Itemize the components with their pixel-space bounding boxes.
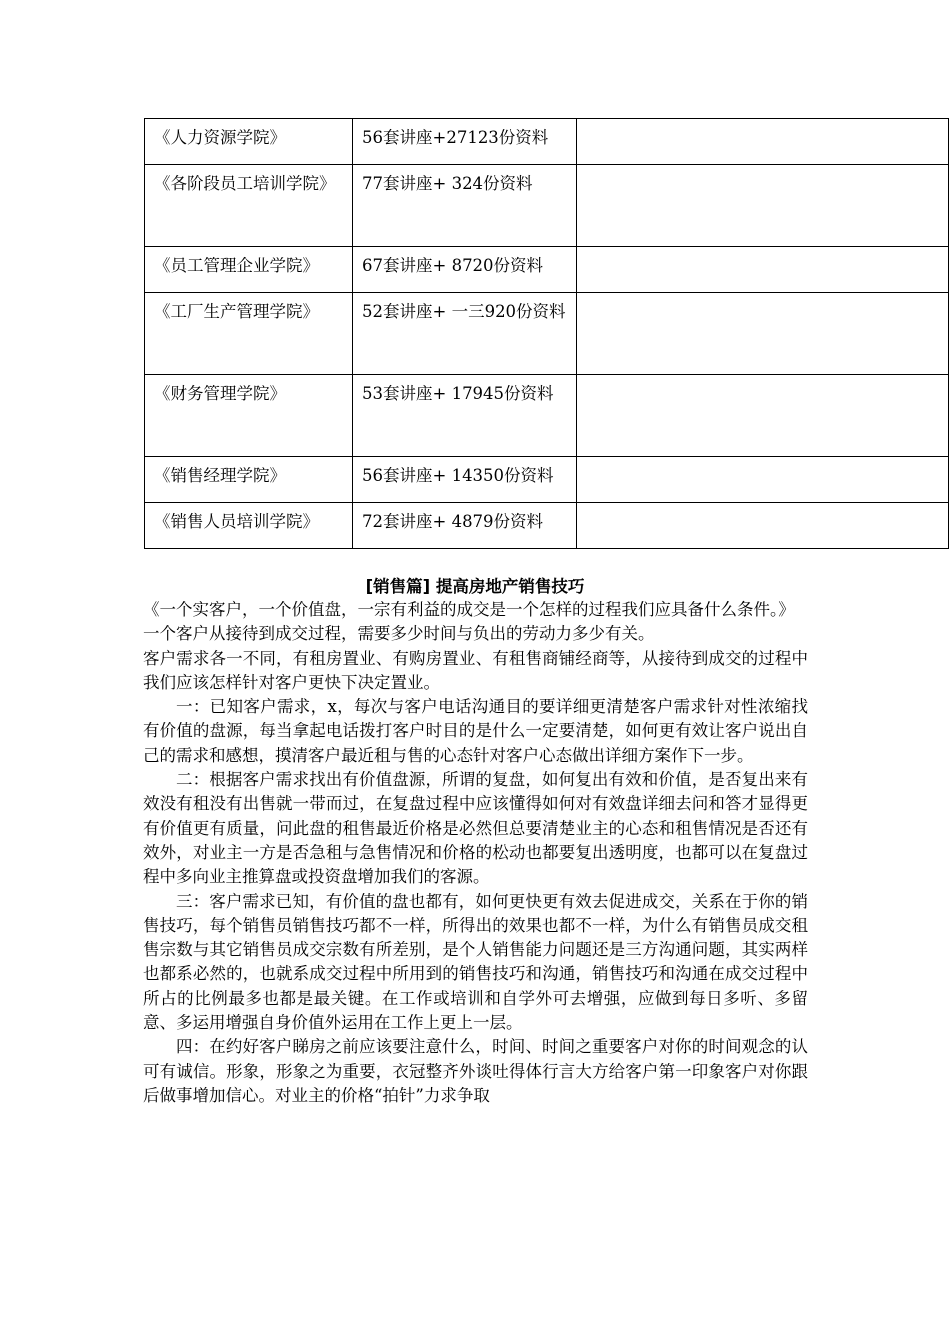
article-paragraph: 《一个实客户，一个价值盘，一宗有利益的成交是一个怎样的过程我们应具备什么条件。》 xyxy=(143,600,795,619)
course-content xyxy=(353,375,577,457)
resource-table xyxy=(144,118,949,549)
table-row xyxy=(145,247,949,293)
course-name-text: 《各阶段员工培训学院》 xyxy=(154,174,336,193)
course-note xyxy=(577,293,949,375)
course-name xyxy=(145,375,353,457)
course-content-text: 72套讲座+ 4879份资料 xyxy=(362,512,544,531)
table-row xyxy=(145,293,949,375)
article-paragraph: 一个客户从接待到成交过程，需要多少时间与负出的劳动力多少有关。 xyxy=(143,624,655,644)
course-content xyxy=(353,165,577,247)
course-content xyxy=(353,457,577,503)
course-name xyxy=(145,247,353,293)
course-name-text: 《销售人员培训学院》 xyxy=(154,512,319,531)
course-content-text: 77套讲座+ 324份资料 xyxy=(362,174,533,193)
course-content-text: 56套讲座+ 14350份资料 xyxy=(362,466,554,485)
article-paragraph: 二：根据客户需求找出有价值盘源，所谓的复盘，如何复出有效和价值，是否复出来有效没有租没有出售就一带而过，在复盘过程中应该懂得如何对有效盘详细去问和答才显得更有价值更有质量，问此盘的租售最近价格是必然但总要清楚业主的心态和租售情况是否还有效外，对业主一方是否急租与急售情况和价格的松动也都要复出透明度，也都可以在复盘过程中多向业主推算盘或投资盘增加我们的客源。 xyxy=(143,770,808,887)
article-body xyxy=(143,598,808,1108)
course-note xyxy=(577,119,949,165)
course-note xyxy=(577,375,949,457)
course-name xyxy=(145,503,353,549)
article-title: [销售篇] 提高房地产销售技巧 xyxy=(365,577,585,596)
course-name-text: 《工厂生产管理学院》 xyxy=(154,302,319,321)
course-content xyxy=(353,503,577,549)
course-content-text: 67套讲座+ 8720份资料 xyxy=(362,256,544,275)
article-paragraph: 三：客户需求已知，有价值的盘也都有，如何更快更有效去促进成交，关系在于你的销售技巧，每个销售员销售技巧都不一样，所得出的效果也都不一样，为什么有销售员成交租售宗数与其它销售员成交宗数有所差别，是个人销售能力问题还是三方沟通问题，其实两样也都系必然的，也就系成交过程中所用到的销售技巧和沟通，销售技巧和沟通在成交过程中所占的比例最多也都是最关键。在工作或培训和自学外可去增强，应做到每日多听、多留意、多运用增强自身价值外运用在工作上更上一层。 xyxy=(143,891,808,1033)
table-row xyxy=(145,457,949,503)
course-name-text: 《员工管理企业学院》 xyxy=(154,256,319,275)
course-name-text: 《人力资源学院》 xyxy=(154,128,286,147)
course-content xyxy=(353,293,577,375)
table-row xyxy=(145,503,949,549)
table-row xyxy=(145,375,949,457)
course-name xyxy=(145,165,353,247)
course-note xyxy=(577,457,949,503)
course-content xyxy=(353,247,577,293)
course-name-text: 《财务管理学院》 xyxy=(154,384,286,403)
course-content xyxy=(353,119,577,165)
table-row xyxy=(145,165,949,247)
course-content-text: 53套讲座+ 17945份资料 xyxy=(362,384,554,403)
course-name-text: 《销售经理学院》 xyxy=(154,466,286,485)
article-paragraph: 四：在约好客户睇房之前应该要注意什么，时间、时间之重要客户对你的时间观念的认可有诚信。形象，形象之为重要，衣冠整齐外谈吐得体行言大方给客户第一印象客户对你跟后做事增加信心。对业主的价格“拍针”力求争取 xyxy=(143,1037,808,1105)
course-content-text: 52套讲座+ 一三920份资料 xyxy=(362,302,566,321)
article-paragraph: 客户需求各一不同，有租房置业、有购房置业、有租售商铺经商等，从接待到成交的过程中我们应该怎样针对客户更快下决定置业。 xyxy=(143,648,808,692)
course-content-text: 56套讲座+27123份资料 xyxy=(362,128,549,147)
article-paragraph: 一：已知客户需求，x，每次与客户电话沟通目的要详细更清楚客户需求针对性浓缩找有价值的盘源，每当拿起电话拨打客户时目的是什么一定要清楚，如何更有效让客户说出自己的需求和感想，摸清客户最近租与售的心态针对客户心态做出详细方案作下一步。 xyxy=(143,697,808,765)
course-name xyxy=(145,293,353,375)
course-note xyxy=(577,503,949,549)
course-name xyxy=(145,457,353,503)
course-note xyxy=(577,165,949,247)
table-row xyxy=(145,119,949,165)
course-name xyxy=(145,119,353,165)
course-note xyxy=(577,247,949,293)
